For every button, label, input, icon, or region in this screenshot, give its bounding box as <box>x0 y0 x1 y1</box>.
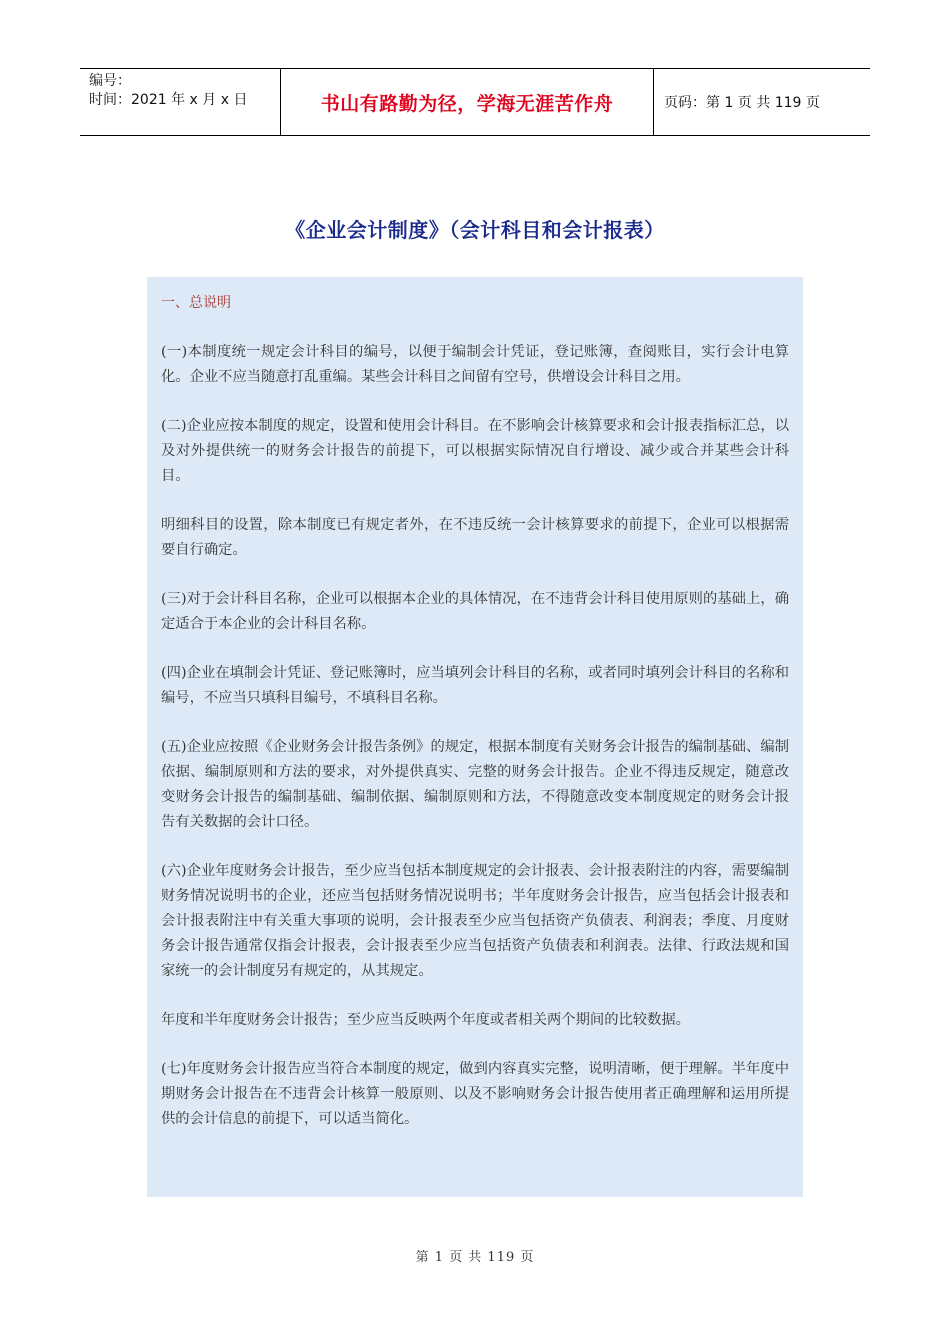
document-date-label: 时间：2021 年 x 月 x 日 <box>89 92 248 108</box>
paragraph: 年度和半年度财务会计报告；至少应当反映两个年度或者相关两个期间的比较数据。 <box>161 1012 690 1028</box>
header-meta-cell <box>80 69 281 135</box>
paragraph: (四)企业在填制会计凭证、登记账簿时，应当填列会计科目的名称，或者同时填列会计科目的名称和编号，不应当只填科目编号，不填科目名称。 <box>161 665 789 706</box>
paragraph: (三)对于会计科目名称，企业可以根据本企业的具体情况，在不违背会计科目使用原则的基础上，确定适合于本企业的会计科目名称。 <box>161 591 789 632</box>
paragraph: (七)年度财务会计报告应当符合本制度的规定，做到内容真实完整，说明清晰，便于理解。半年度中期财务会计报告在不违背会计核算一般原则、以及不影响财务会计报告使用者正确理解和运用所提供的会计信息的前提下，可以适当简化。 <box>161 1061 789 1127</box>
header-motto: 书山有路勤为径，学海无涯苦作舟 <box>281 69 654 135</box>
paragraph: (一)本制度统一规定会计科目的编号，以便于编制会计凭证，登记账簿，查阅账目，实行会计电算化。企业不应当随意打乱重编。某些会计科目之间留有空号，供增设会计科目之用。 <box>161 344 789 385</box>
document-number-label: 编号： <box>89 73 131 89</box>
header-page-info: 页码：第 1 页 共 119 页 <box>664 95 820 111</box>
section-heading: 一、总说明 <box>161 295 231 311</box>
document-title: 《企业会计制度》（会计科目和会计报表） <box>285 218 665 242</box>
paragraph: (二)企业应按本制度的规定，设置和使用会计科目。在不影响会计核算要求和会计报表指标汇总，以及对外提供统一的财务会计报告的前提下，可以根据实际情况自行增设、减少或合并某些会计科目。 <box>161 418 789 484</box>
document-header <box>80 68 870 136</box>
paragraph: (六)企业年度财务会计报告，至少应当包括本制度规定的会计报表、会计报表附注的内容，需要编制财务情况说明书的企业，还应当包括财务情况说明书；半年度财务会计报告，应当包括会计报表和会计报表附注中有关重大事项的说明，会计报表至少应当包括资产负债表、利润表；季度、月度财务会计报告通常仅指会计报表，会计报表至少应当包括资产负债表和利润表。法律、行政法规和国家统一的会计制度另有规定的，从其规定。 <box>161 863 789 979</box>
paragraph: (五)企业应按照《企业财务会计报告条例》的规定，根据本制度有关财务会计报告的编制基础、编制依据、编制原则和方法的要求，对外提供真实、完整的财务会计报告。企业不得违反规定，随意改变财务会计报告的编制基础、编制依据、编制原则和方法，不得随意改变本制度规定的财务会计报告有关数据的会计口径。 <box>161 739 789 830</box>
page-footer: 第 1 页 共 119 页 <box>415 1250 535 1265</box>
paragraph: 明细科目的设置，除本制度已有规定者外，在不违反统一会计核算要求的前提下，企业可以根据需要自行确定。 <box>161 517 789 558</box>
content-box <box>147 277 803 1197</box>
